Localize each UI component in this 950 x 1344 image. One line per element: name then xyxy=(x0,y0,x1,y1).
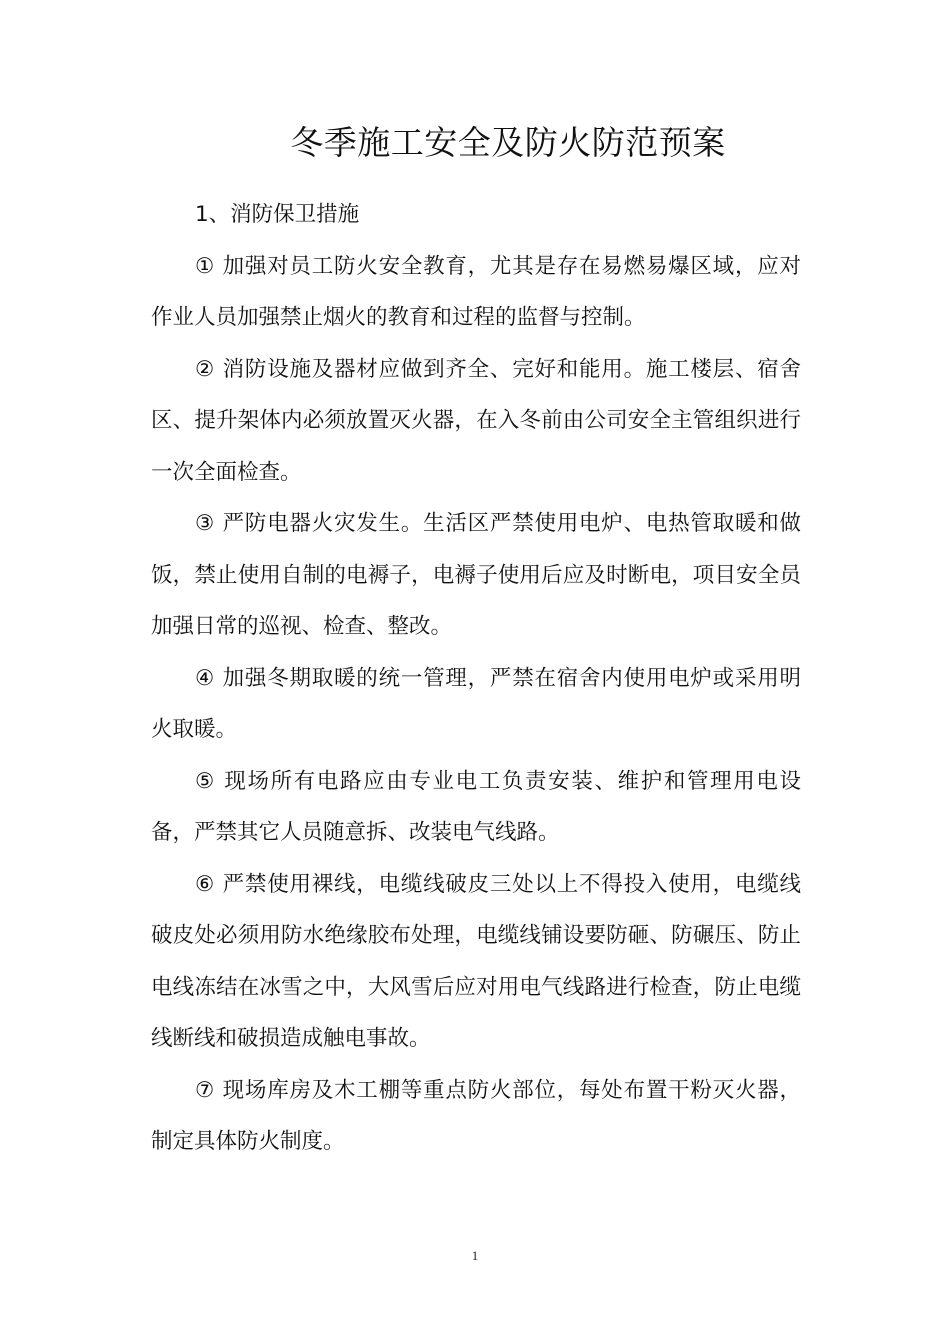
section-heading: 1、消防保卫措施 xyxy=(195,202,360,227)
document-body xyxy=(151,189,801,1168)
page-number: 1 xyxy=(471,1248,479,1263)
document-title: 冬季施工安全及防火防范预案 xyxy=(290,123,726,162)
paragraph-item-4: ④ 加强冬期取暖的统一管理，严禁在宿舍内使用电炉或采用明火取暖。 xyxy=(151,665,801,742)
paragraph-item-3: ③ 严防电器火灾发生。生活区严禁使用电炉、电热管取暖和做饭，禁止使用自制的电褥子，电褥子使用后应及时断电，项目安全员加强日常的巡视、检查、整改。 xyxy=(151,511,801,639)
paragraph-item-7: ⑦ 现场库房及木工棚等重点防火部位，每处布置干粉灭火器，制定具体防火制度。 xyxy=(151,1077,801,1154)
paragraph-item-2: ② 消防设施及器材应做到齐全、完好和能用。施工楼层、宿舍区、提升架体内必须放置灭火器，在入冬前由公司安全主管组织进行一次全面检查。 xyxy=(151,356,801,485)
paragraph-item-6: ⑥ 严禁使用裸线，电缆线破皮三处以上不得投入使用，电缆线破皮处必须用防水绝缘胶布处理，电缆线铺设要防砸、防碾压、防止电线冻结在冰雪之中，大风雪后应对用电气线路进行检查，防止电缆线断线和破损造成触电事故。 xyxy=(151,871,801,1051)
paragraph-item-1: ① 加强对员工防火安全教育，尤其是存在易燃易爆区域，应对作业人员加强禁止烟火的教育和过程的监督与控制。 xyxy=(151,253,801,330)
paragraph-item-5: ⑤ 现场所有电路应由专业电工负责安装、维护和管理用电设备，严禁其它人员随意拆、改装电气线路。 xyxy=(151,768,801,845)
